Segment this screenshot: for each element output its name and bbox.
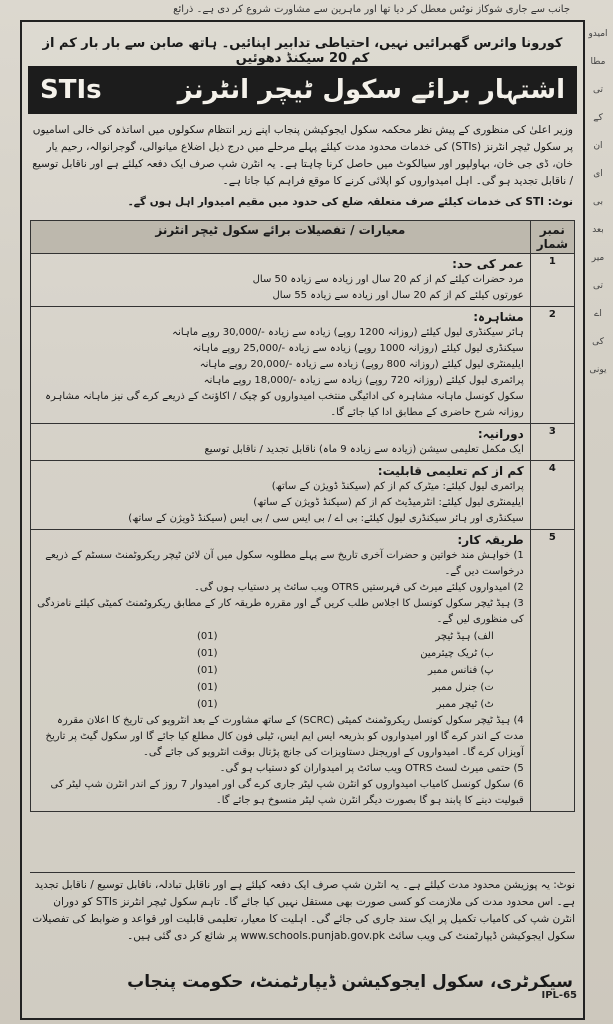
adjacent-column-word: ای [593, 169, 603, 179]
row-line: 6) سکول کونسل کامیاب امیدواروں کو انٹرن شپ لیٹر جاری کرے گی اور امیدوار 7 روز کے اندر انٹرن شپ لیٹر کی قبولیت دینے کا پابند ہو گا بصورت دیگر انٹرن شپ لیٹر منسوخ ہو جائے گا۔ [50, 779, 524, 806]
footer-note: نوٹ: یہ پوزیشن محدود مدت کیلئے ہے۔ یہ انٹرن شپ صرف ایک دفعہ کیلئے ہے اور ناقابل تبادلہ، ناقابل توسیع / ناقابل تجدید ہے۔ اس محدود مدت کی ملازمت کو کسی صورت بھی مستقل نہیں کیا جائے گا۔ تاہم سکول ٹیچر انٹرنز STIs کو دوران انٹرن شپ کی کامیاب تکمیل پر ایک سند جاری کی جائے گی۔ اہلیت کا معیار، تعلیمی قابلیت اور قواعد و ضوابط کی تفصیلات سکول ایجوکیشن ڈیپارٹمنٹ کی ویب سائٹ www.schools.punjab.gov.pk پر شائع کر دی گئی ہیں۔ [30, 872, 575, 957]
adjacent-column-word: کی [592, 337, 604, 347]
row-line: ایلیمنٹری لیول کیلئے (روزانہ 800 روپے) زیادہ سے زیادہ -/20,000 روپے ماہانہ [199, 359, 524, 370]
row-number: 5 [530, 530, 574, 812]
adjacent-column-word: مطا [590, 57, 606, 67]
row-number: 2 [530, 307, 574, 424]
adjacent-column-word: بی [592, 197, 603, 207]
committee-member [37, 628, 524, 645]
header-serial: نمبر شمار [530, 221, 574, 254]
row-line: ہائر سیکنڈری لیول کیلئے (روزانہ 1200 روپے) زیادہ سے زیادہ -/30,000 روپے ماہانہ [172, 327, 524, 338]
row-line: سیکنڈری لیول کیلئے (روزانہ 1000 روپے) زیادہ سے زیادہ -/25,000 روپے ماہانہ [192, 343, 524, 354]
header-title: معیارات / تفصیلات برائے سکول ٹیچر انٹرنز [31, 221, 531, 254]
row-line: عورتوں کیلئے کم از کم 20 سال اور زیادہ سے زیادہ 55 سال [272, 290, 524, 301]
adjacent-column-word: یونی [589, 365, 607, 375]
adjacent-column-word: بعد [592, 225, 604, 235]
row-content [31, 254, 531, 307]
row-label: کم از کم تعلیمی قابلیت: [377, 464, 524, 478]
adjacent-column-word: ان [593, 141, 603, 151]
covid-warning: کورونا وائرس گھبرائیں نہیں، احتیاطی تدابیر اپنائیں۔ ہاتھ صابن سے بار بار کم از کم 20 سیکنڈ دھوئیں [42, 36, 563, 66]
district-note: نوٹ: STI کی خدمات کیلئے صرف متعلقہ ضلع کی حدود میں مقیم امیدوار اہل ہوں گے۔ [127, 196, 573, 208]
committee-member [37, 696, 524, 713]
adjacent-column-word: اے [594, 309, 602, 319]
banner-title: اشتہار برائے سکول ٹیچر انٹرنز [177, 75, 565, 105]
table-row [31, 530, 575, 812]
row-line: 4) ہیڈ ٹیچر سکول کونسل ریکروٹمنٹ کمیٹی (SCRC) کے ساتھ مشاورت کے بعد انٹرویو کی تاریخ کا اعلان مقررہ مدت کے اندر کرے گا اور امیدواروں کو بذریعہ ایس ایم ایس، ٹیلی فون کال مطلع کیا جائے گا اور سکول گیٹ پر تاریخ آویزاں کرے گا۔ امیدواروں کے اوریجنل دستاویزات کی جانچ پڑتال بوقت انٹرویو کی جائے گی۔ [45, 715, 524, 758]
row-number: 4 [530, 461, 574, 530]
member-role: پ) فنانس ممبر [428, 665, 494, 676]
row-content [31, 461, 531, 530]
banner-abbr: STIs [40, 75, 102, 105]
member-count: (01) [197, 631, 218, 642]
committee-member [37, 662, 524, 679]
row-line: ایلیمنٹری لیول کیلئے: انٹرمیڈیٹ کم از کم (سیکنڈ ڈویژن کے ساتھ) [253, 497, 524, 508]
table-row [31, 424, 575, 461]
ad-banner [28, 66, 577, 114]
row-label: مشاہرہ: [473, 310, 524, 324]
adjacent-column-word: تی [592, 85, 603, 95]
member-count: (01) [197, 665, 218, 676]
member-role: ت) جنرل ممبر [432, 682, 494, 693]
adjacent-column-word: کے [593, 113, 603, 123]
table-header-row [31, 221, 575, 254]
row-content [31, 530, 531, 812]
adjacent-column-word: امیدو [588, 29, 608, 39]
adjacent-column-word: تی [592, 281, 603, 291]
member-count: (01) [197, 682, 218, 693]
row-line: 3) ہیڈ ٹیچر سکول کونسل کا اجلاس طلب کریں گے اور مقررہ طریقہ کار کے مطابق ریکروٹمنٹ کمیٹی کیلئے نامزدگی کی منظوری لیں گے۔ [37, 598, 524, 625]
member-role: ٹ) ٹیچر ممبر [436, 699, 494, 710]
row-line: 5) حتمی میرٹ لسٹ OTRS ویب سائٹ پر امیدواران کو دستیاب ہو گی۔ [219, 763, 524, 774]
row-line: سکول کونسل ماہانہ مشاہرہ کی ادائیگی منتخب امیدواروں کو چیک / اکاؤنٹ کے ذریعے کرے گی نیز ماہانہ مشاہرہ روزانہ شرح حاضری کے مطابق ادا کیا جائے گا۔ [45, 391, 524, 418]
row-line: 1) خواہش مند خواتین و حضرات آخری تاریخ سے پہلے مطلوبہ سکول میں آن لائن ٹیچر ریکروٹمنٹ سسٹم کے ذریعے درخواست دیں گے۔ [45, 550, 524, 577]
row-line: پرائمری لیول کیلئے: میٹرک کم از کم (سیکنڈ ڈویژن کے ساتھ) [271, 481, 524, 492]
row-content [31, 307, 531, 424]
ipl-code: IPL-65 [541, 990, 577, 1001]
advertisement [20, 20, 585, 1020]
row-content [31, 424, 531, 461]
member-role: ب) ٹریک چیئرمین [420, 648, 494, 659]
top-news-strip: جانب سے جاری شوکاز نوٹس معطل کر دیا تھا اور ماہرین سے مشاورت شروع کر دی ہے۔ ذرائع [173, 4, 570, 15]
member-role: الف) ہیڈ ٹیچر [435, 631, 494, 642]
adjacent-column-word: میر [591, 253, 605, 263]
row-label: عمر کی حد: [452, 257, 524, 271]
committee-member [37, 645, 524, 662]
signature-block: سیکرٹری، سکول ایجوکیشن ڈیپارٹمنٹ، حکومت پنجاب [127, 972, 573, 992]
row-label: دورانیہ: [477, 427, 524, 441]
row-number: 1 [530, 254, 574, 307]
intro-paragraph: وزیر اعلیٰ کی منظوری کے پیش نظر محکمہ سکول ایجوکیشن پنجاب اپنے زیر انتظام سکولوں میں اساتذہ کی خالی اسامیوں پر سکول ٹیچر انٹرنز (STIs) کی خدمات محدود مدت کیلئے پہلے مرحلے میں درج ذیل اضلاع میانوالی، گوجرانوالہ، رحیم یار خان، ڈی جی خان، بہاولپور اور سیالکوٹ میں حاصل کرنا چاہتا ہے۔ یہ انٹرن شپ صرف ایک دفعہ کیلئے ہے اور ناقابل توسیع / ناقابل تجدید ہو گی۔ اہل امیدواروں کو اپلائی کرنے کا موقع فراہم کیا جاتا ہے۔ [32, 124, 573, 187]
table-row [31, 254, 575, 307]
row-line: 2) امیدواروں کیلئے میرٹ کی فہرستیں OTRS ویب سائٹ پر دستیاب ہوں گی۔ [194, 582, 524, 593]
row-line: ایک مکمل تعلیمی سیشن (زیادہ سے زیادہ 9 ماہ) ناقابل تجدید / ناقابل توسیع [204, 444, 524, 455]
row-line: مرد حضرات کیلئے کم از کم 20 سال اور زیادہ سے زیادہ 50 سال [252, 274, 524, 285]
member-count: (01) [197, 699, 218, 710]
row-line: پرائمری لیول کیلئے (روزانہ 720 روپے) زیادہ سے زیادہ -/18,000 روپے ماہانہ [203, 375, 524, 386]
row-line: سیکنڈری اور ہائر سیکنڈری لیول کیلئے: بی اے / بی ایس سی / بی ایس (سیکنڈ ڈویژن کے ساتھ) [128, 513, 524, 524]
criteria-table [30, 220, 575, 812]
row-number: 3 [530, 424, 574, 461]
row-label: طریقہ کار: [457, 533, 524, 547]
committee-member [37, 679, 524, 696]
adjacent-news-column [583, 20, 613, 840]
table-row [31, 307, 575, 424]
table-row [31, 461, 575, 530]
member-count: (01) [197, 648, 218, 659]
